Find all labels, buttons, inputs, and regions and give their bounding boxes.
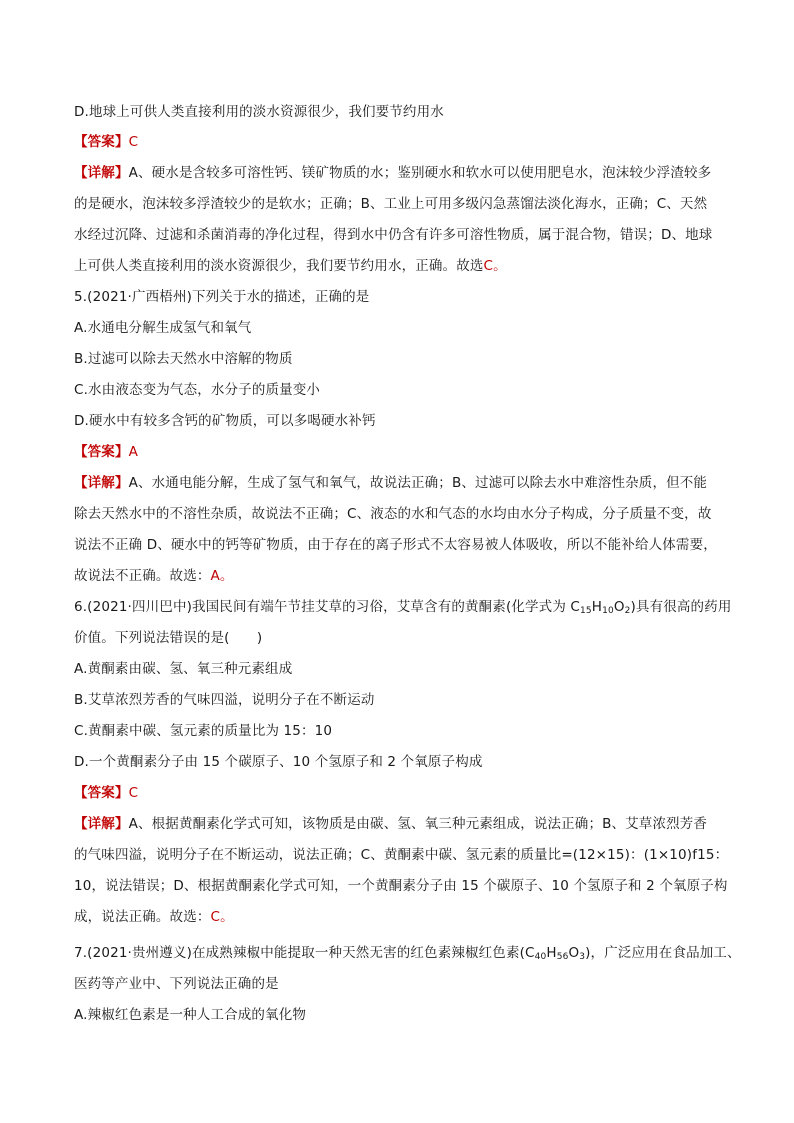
q4-detail-line-1 (74, 163, 711, 183)
answer-value: A (128, 444, 138, 460)
q5-option-c: C.水由液态变为气态，水分子的质量变小 (74, 382, 321, 398)
detail-answer: C。 (210, 909, 234, 925)
detail-answer: A。 (210, 568, 234, 584)
detail-text: 成，说法正确。故选： (74, 909, 211, 925)
q6-stem-line-2: 价值。下列说法错误的是( ) (74, 630, 263, 646)
formula-subscript: 15 (580, 606, 592, 616)
q5-option-d: D.硬水中有较多含钙的矿物质，可以多喝硬水补钙 (74, 413, 376, 429)
q6-stem (74, 597, 731, 617)
formula-subscript: 3 (579, 952, 586, 962)
formula-subscript: 40 (534, 952, 547, 962)
q6-detail-line-1 (74, 814, 707, 834)
q6-option-b: B.艾草浓烈芳香的气味四溢，说明分子在不断运动 (74, 692, 375, 708)
detail-answer: C。 (483, 258, 507, 274)
detail-tag: 【详解】 (74, 475, 129, 491)
q4-option-d: D.地球上可供人类直接利用的淡水资源很少，我们要节约用水 (74, 104, 444, 120)
detail-text: 故说法不正确。故选： (74, 568, 211, 584)
stem-text: )具有很高的药用 (630, 599, 732, 615)
answer-value: C (128, 134, 139, 150)
q7-stem (74, 943, 741, 963)
q5-detail-line-2: 除去天然水中的不溶性杂质，故说法不正确；C、液态的水和气态的水均由水分子构成，分子质量不变，故 (74, 506, 712, 522)
stem-text: )，广泛应用在食品加工、 (585, 945, 741, 961)
q4-detail-line-3: 水经过沉降、过滤和杀菌消毒的净化过程，得到水中仍含有许多可溶性物质，属于混合物，错误；D、地球 (74, 227, 713, 243)
formula-subscript: 10 (602, 606, 614, 616)
q6-detail-line-2: 的气味四溢，说明分子在不断运动，说法正确；C、黄酮素中碳、氢元素的质量比=(12×15)：(1×10)f15： (74, 847, 729, 863)
q5-detail-line-4 (74, 566, 234, 586)
detail-text: 上可供人类直接利用的淡水资源很少，我们要节约用水，正确。故选 (74, 258, 484, 274)
formula-element: H (546, 945, 557, 961)
q7-stem-line-2: 医药等产业中、下列说法正确的是 (74, 976, 279, 992)
formula-element: O (568, 945, 580, 961)
q5-option-b: B.过滤可以除去天然水中溶解的物质 (74, 351, 293, 367)
answer-tag: 【答案】 (74, 134, 129, 150)
detail-text: A、硬水是含较多可溶性钙、镁矿物质的水；鉴别硬水和软水可以使用肥皂水，泡沫较少浮渣较多 (128, 165, 712, 181)
q6-answer (74, 783, 138, 803)
formula-subscript: 2 (624, 606, 631, 616)
q4-detail-line-4 (74, 256, 507, 276)
stem-text: 6.(2021·四川巴中)我国民间有端午节挂艾草的习俗，艾草含有的黄酮素(化学式为 C (74, 599, 580, 615)
answer-value: C (128, 785, 139, 801)
formula-element: H (591, 599, 603, 615)
q6-detail-line-4 (74, 907, 234, 927)
detail-tag: 【详解】 (74, 165, 129, 181)
q5-detail-line-1 (74, 473, 707, 493)
formula-element: O (613, 599, 625, 615)
detail-text: A、根据黄酮素化学式可知，该物质是由碳、氢、氧三种元素组成，说法正确；B、艾草浓烈芳香 (128, 816, 708, 832)
q5-detail-line-3: 说法不正确 D、硬水中的钙等矿物质，由于存在的离子形式不太容易被人体吸收，所以不能补给人体需要， (74, 537, 717, 553)
q4-answer (74, 132, 138, 152)
q5-option-a: A.水通电分解生成氢气和氧气 (74, 320, 252, 336)
formula-subscript: 56 (556, 952, 569, 962)
q6-option-d: D.一个黄酮素分子由 15 个碳原子、10 个氢原子和 2 个氧原子构成 (74, 754, 483, 770)
q6-detail-line-3: 10，说法错误；D、根据黄酮素化学式可知，一个黄酮素分子由 15 个碳原子、10 个氢原子和 2 个氧原子构 (74, 878, 728, 894)
detail-text: A、水通电能分解，生成了氢气和氧气，故说法正确；B、过滤可以除去水中难溶性杂质，但不能 (128, 475, 708, 491)
q6-option-c: C.黄酮素中碳、氢元素的质量比为 15：10 (74, 723, 333, 739)
q5-answer (74, 442, 138, 462)
q6-option-a: A.黄酮素由碳、氢、氧三种元素组成 (74, 661, 293, 677)
answer-tag: 【答案】 (74, 785, 129, 801)
detail-tag: 【详解】 (74, 816, 129, 832)
stem-text: 7.(2021·贵州遵义)在成熟辣椒中能提取一种天然无害的红色素辣椒红色素(C (74, 945, 535, 961)
q4-detail-line-2: 的是硬水，泡沫较多浮渣较少的是软水；正确；B、工业上可用多级闪急蒸馏法淡化海水，正确；C、天然 (74, 196, 708, 212)
q7-option-a: A.辣椒红色素是一种人工合成的氧化物 (74, 1007, 306, 1023)
answer-tag: 【答案】 (74, 444, 129, 460)
q5-stem: 5.(2021·广西梧州)下列关于水的描述，正确的是 (74, 289, 370, 305)
